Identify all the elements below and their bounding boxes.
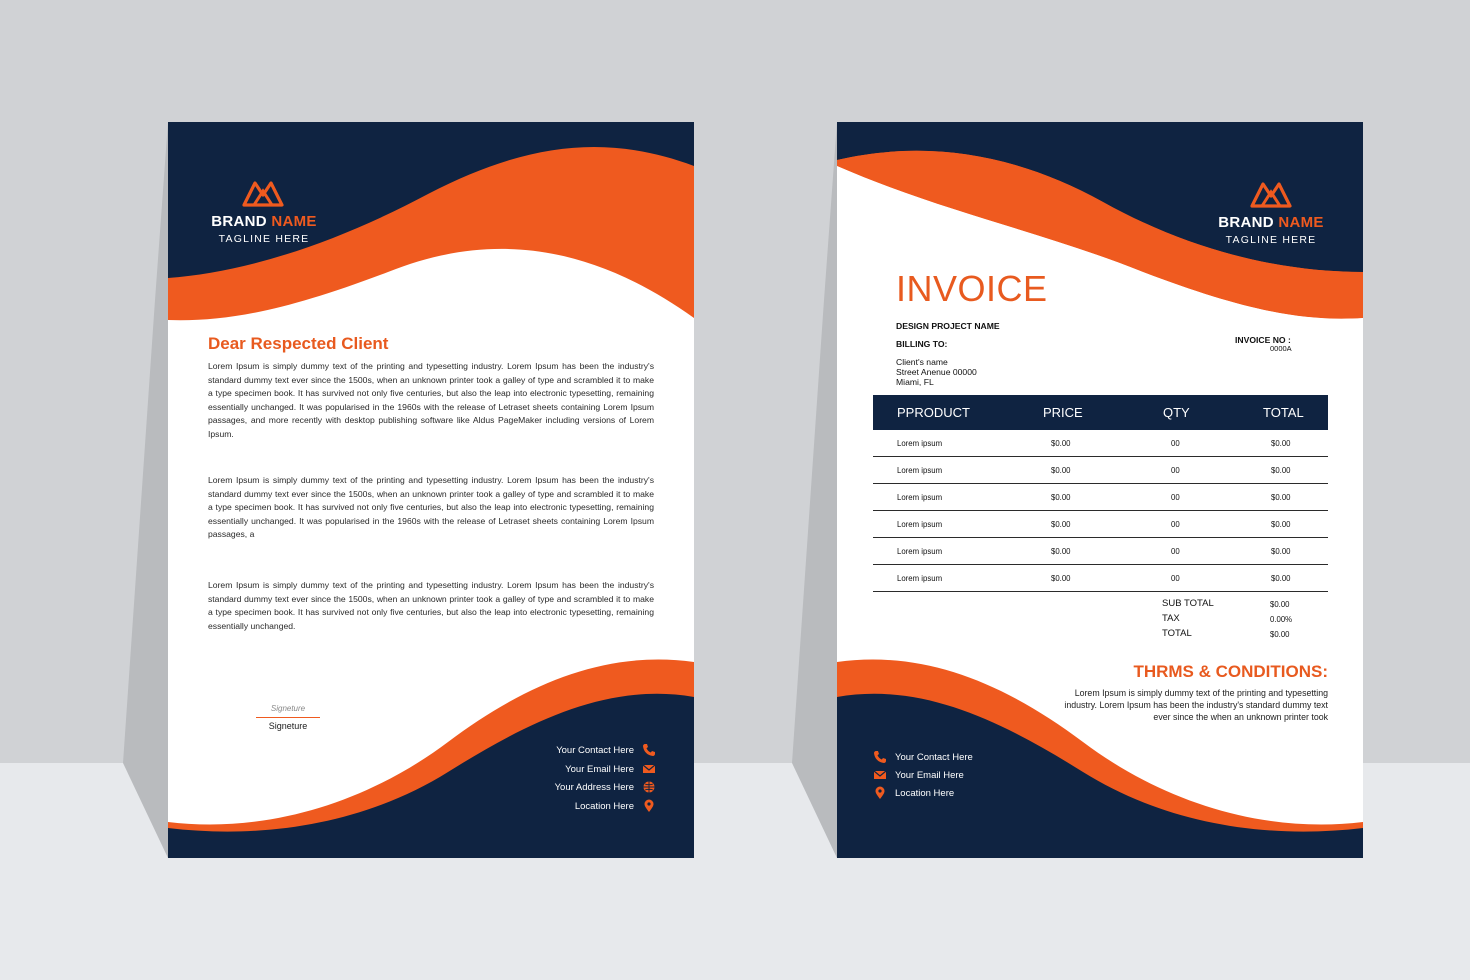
contact-location-text: Location Here xyxy=(574,800,634,812)
invoice-brand-logo-icon xyxy=(1248,178,1294,208)
letterhead-sheet xyxy=(168,122,694,858)
col-product: PPRODUCT xyxy=(897,405,970,420)
location-pin-icon xyxy=(873,786,887,800)
table-row xyxy=(873,511,1328,538)
row-total: $0.00 xyxy=(1271,466,1291,475)
invoice-contact-location-text: Location Here xyxy=(895,787,955,799)
invoice-table-body xyxy=(873,430,1328,592)
table-row xyxy=(873,538,1328,565)
invoice-brand-name: BRAND NAME xyxy=(1218,214,1324,231)
row-qty: 00 xyxy=(1171,493,1180,502)
phone-icon xyxy=(873,750,887,764)
col-qty: QTY xyxy=(1163,405,1190,420)
contact-phone xyxy=(488,743,656,757)
project-name: DESIGN PROJECT NAME xyxy=(896,321,1000,331)
table-row xyxy=(873,484,1328,511)
signature-line xyxy=(256,717,320,718)
row-product: Lorem ipsum xyxy=(897,439,943,448)
row-qty: 00 xyxy=(1171,520,1180,529)
signature-script: Signeture xyxy=(270,704,306,713)
row-qty: 00 xyxy=(1171,439,1180,448)
invoice-contact-phone-text: Your Contact Here xyxy=(895,751,973,763)
row-product: Lorem ipsum xyxy=(897,466,943,475)
brand-name: BRAND NAME xyxy=(211,213,317,230)
invoice-contact-email xyxy=(873,768,964,782)
total-value: $0.00 xyxy=(1270,630,1290,639)
globe-icon xyxy=(642,780,656,794)
contact-phone-text: Your Contact Here xyxy=(556,744,634,756)
tax-label: TAX xyxy=(1162,613,1180,624)
invoice-sheet xyxy=(837,122,1363,858)
col-total: TOTAL xyxy=(1263,405,1304,420)
subtotal-value: $0.00 xyxy=(1270,600,1290,609)
row-product: Lorem ipsum xyxy=(897,547,943,556)
letter-paragraph-2: Lorem Ipsum is simply dummy text of the printing and typesetting industry. Lorem Ipsum has been the industry's standard dummy text ever since the 1500s, when an unknown printer took a galley of type and scrambled it to make a type specimen book. It has survived not only five centuries, but also the leap into electronic typesetting, remaining essentially unchanged. It was popularised in the 1960s with the release of Letraset sheets containing Lorem Ipsum passages, a xyxy=(208,475,654,540)
row-product: Lorem ipsum xyxy=(897,574,943,583)
greeting-heading: Dear Respected Client xyxy=(208,334,389,353)
brand-logo-icon xyxy=(240,177,286,207)
row-total: $0.00 xyxy=(1271,520,1291,529)
tax-value: 0.00% xyxy=(1270,615,1293,624)
letter-paragraph-3: Lorem Ipsum is simply dummy text of the printing and typesetting industry. Lorem Ipsum has been the industry's standard dummy text ever since the 1500s, when an unknown printer took a galley of type and scrambled it to make a type specimen book. It has survived not only five centuries, but also the leap into electronic typesetting, remaining essentially unchanged. xyxy=(208,580,654,631)
subtotal-label: SUB TOTAL xyxy=(1162,598,1214,609)
invoice-brand-block xyxy=(1201,214,1341,246)
table-row xyxy=(873,565,1328,592)
table-row xyxy=(873,457,1328,484)
invoice-table-header xyxy=(873,395,1328,430)
row-price: $0.00 xyxy=(1051,547,1071,556)
invoice-number-value: 0000A xyxy=(1270,344,1292,353)
row-total: $0.00 xyxy=(1271,439,1291,448)
row-qty: 00 xyxy=(1171,547,1180,556)
row-product: Lorem ipsum xyxy=(897,493,943,502)
invoice-contact-location xyxy=(873,786,954,800)
invoice-contact-phone xyxy=(873,750,973,764)
terms-text: Lorem Ipsum is simply dummy text of the printing and typesetting industry. Lorem Ipsum has been the industry's standard dummy text ever since the when an unknown printer took xyxy=(1064,688,1328,722)
row-qty: 00 xyxy=(1171,466,1180,475)
row-price: $0.00 xyxy=(1051,466,1071,475)
row-qty: 00 xyxy=(1171,574,1180,583)
invoice-number-label: INVOICE NO : xyxy=(1235,335,1291,345)
row-price: $0.00 xyxy=(1051,520,1071,529)
contact-email xyxy=(488,762,656,776)
row-price: $0.00 xyxy=(1051,574,1071,583)
row-total: $0.00 xyxy=(1271,493,1291,502)
invoice-title: INVOICE xyxy=(896,268,1048,309)
row-product: Lorem ipsum xyxy=(897,520,943,529)
brand-tagline: TAGLINE HERE xyxy=(218,233,310,245)
row-total: $0.00 xyxy=(1271,547,1291,556)
contact-location xyxy=(488,799,656,813)
contact-address-text: Your Address Here xyxy=(554,781,634,793)
col-price: PRICE xyxy=(1043,405,1083,420)
brand-block xyxy=(194,213,334,245)
email-icon xyxy=(873,768,887,782)
row-total: $0.00 xyxy=(1271,574,1291,583)
table-row xyxy=(873,430,1328,457)
invoice-contact-email-text: Your Email Here xyxy=(895,769,964,781)
client-name: Client's name xyxy=(896,357,948,367)
terms-title: THRMS & CONDITIONS: xyxy=(1133,662,1328,681)
phone-icon xyxy=(642,743,656,757)
signature-label: Signeture xyxy=(268,721,308,731)
invoice-brand-tagline: TAGLINE HERE xyxy=(1225,234,1317,246)
location-pin-icon xyxy=(642,799,656,813)
client-city: Miami, FL xyxy=(896,377,934,387)
letter-paragraph-1: Lorem Ipsum is simply dummy text of the printing and typesetting industry. Lorem Ipsum has been the industry's standard dummy text ever since the 1500s, when an unknown printer took a galley of type and scrambled it to make a type specimen book. It has survived not only five centuries, but also the leap into electronic typesetting, remaining essentially unchanged. It was popularised in the 1960s with the release of Letraset sheets containing Lorem Ipsum passages, and more recently with desktop publishing software like Aldus PageMaker including versions of Lorem Ipsum. xyxy=(208,361,654,439)
total-label: TOTAL xyxy=(1162,628,1192,639)
row-price: $0.00 xyxy=(1051,493,1071,502)
contact-address xyxy=(488,780,656,794)
row-price: $0.00 xyxy=(1051,439,1071,448)
contact-email-text: Your Email Here xyxy=(565,763,634,775)
email-icon xyxy=(642,762,656,776)
client-street: Street Anenue 00000 xyxy=(896,367,977,377)
billing-to-label: BILLING TO: xyxy=(896,339,948,349)
